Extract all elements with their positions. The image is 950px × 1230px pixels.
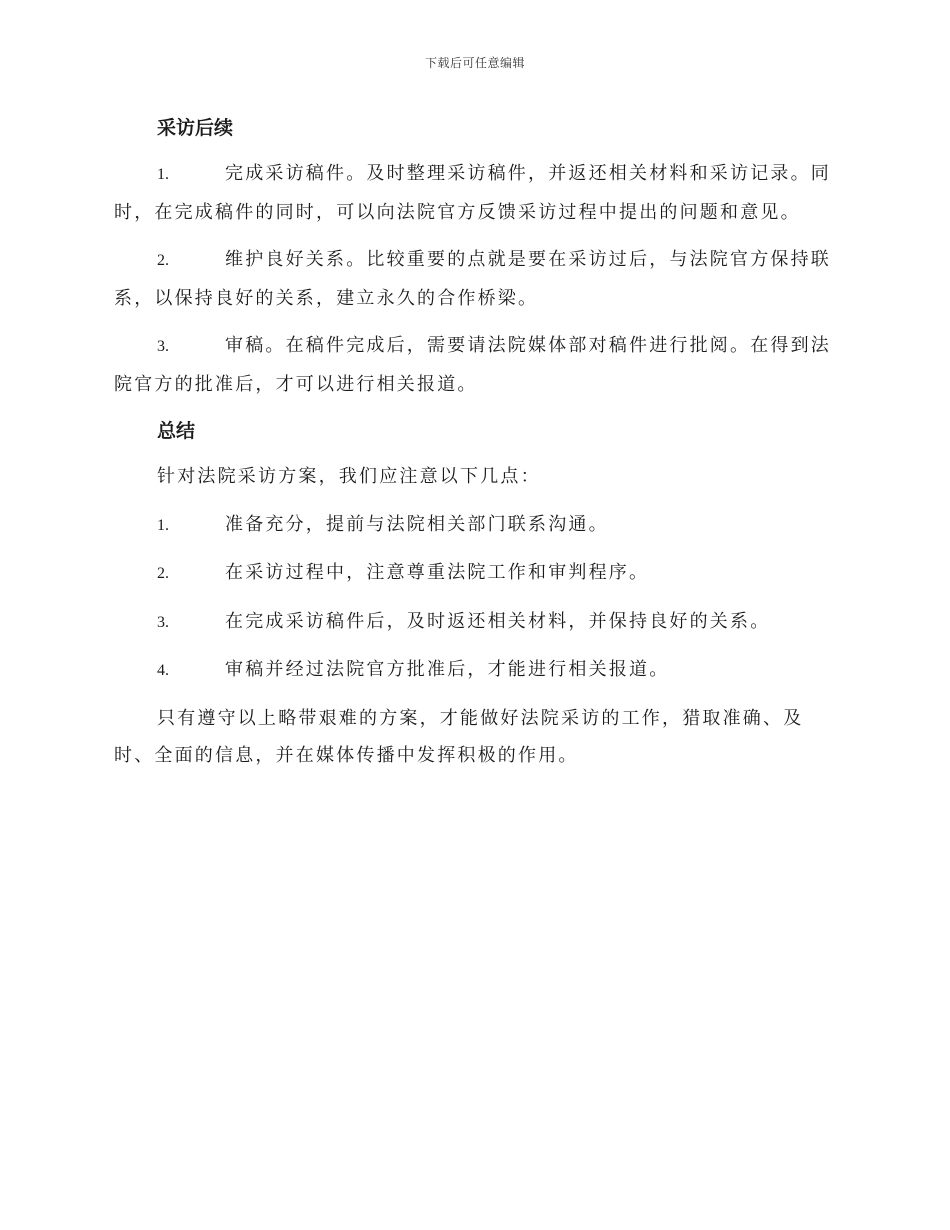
list-number: 4.: [157, 662, 169, 679]
section-heading-follow-up: 采访后续: [157, 117, 234, 139]
list-item: [114, 241, 832, 317]
list-item-text: 审稿。在稿件完成后，需要请法院媒体部对稿件进行批阅。在得到法院官方的批准后，才可以进行相关报道。: [114, 335, 831, 395]
page-header: 下载后可任意编辑: [424, 56, 525, 70]
list-item: [114, 554, 832, 593]
list-item: [114, 327, 832, 403]
list-number: 3.: [157, 338, 169, 355]
list-item-text: 准备充分，提前与法院相关部门联系沟通。: [225, 513, 609, 535]
summary-conclusion: 只有遵守以上略带艰难的方案，才能做好法院采访的工作，猎取准确、及时、全面的信息，并在媒体传播中发挥积极的作用。: [114, 707, 804, 766]
summary-intro: 针对法院采访方案，我们应注意以下几点：: [157, 466, 541, 487]
list-number: 3.: [157, 613, 169, 631]
list-item-text: 完成采访稿件。及时整理采访稿件，并返还相关材料和采访记录。同时，在完成稿件的同时，可以向法院官方反馈采访过程中提出的问题和意见。: [114, 163, 831, 223]
list-item-text: 在采访过程中，注意尊重法院工作和审判程序。: [225, 562, 650, 583]
list-number: 2.: [157, 565, 169, 582]
list-item-text: 审稿并经过法院官方批准后，才能进行相关报道。: [225, 659, 670, 680]
document-body: [114, 110, 832, 775]
list-number: 1.: [157, 166, 169, 183]
list-item: [114, 155, 832, 231]
list-item: [114, 651, 832, 690]
list-item-text: 维护良好关系。比较重要的点就是要在采访过后，与法院官方保持联系，以保持良好的关系，建立永久的合作桥梁。: [114, 249, 831, 309]
list-item: [114, 506, 832, 545]
list-number: 2.: [157, 252, 169, 269]
list-number: 1.: [157, 516, 169, 534]
section-heading-summary: 总结: [157, 420, 196, 442]
list-item: [114, 603, 832, 642]
list-item-text: 在完成采访稿件后，及时返还相关材料，并保持良好的关系。: [225, 610, 771, 632]
